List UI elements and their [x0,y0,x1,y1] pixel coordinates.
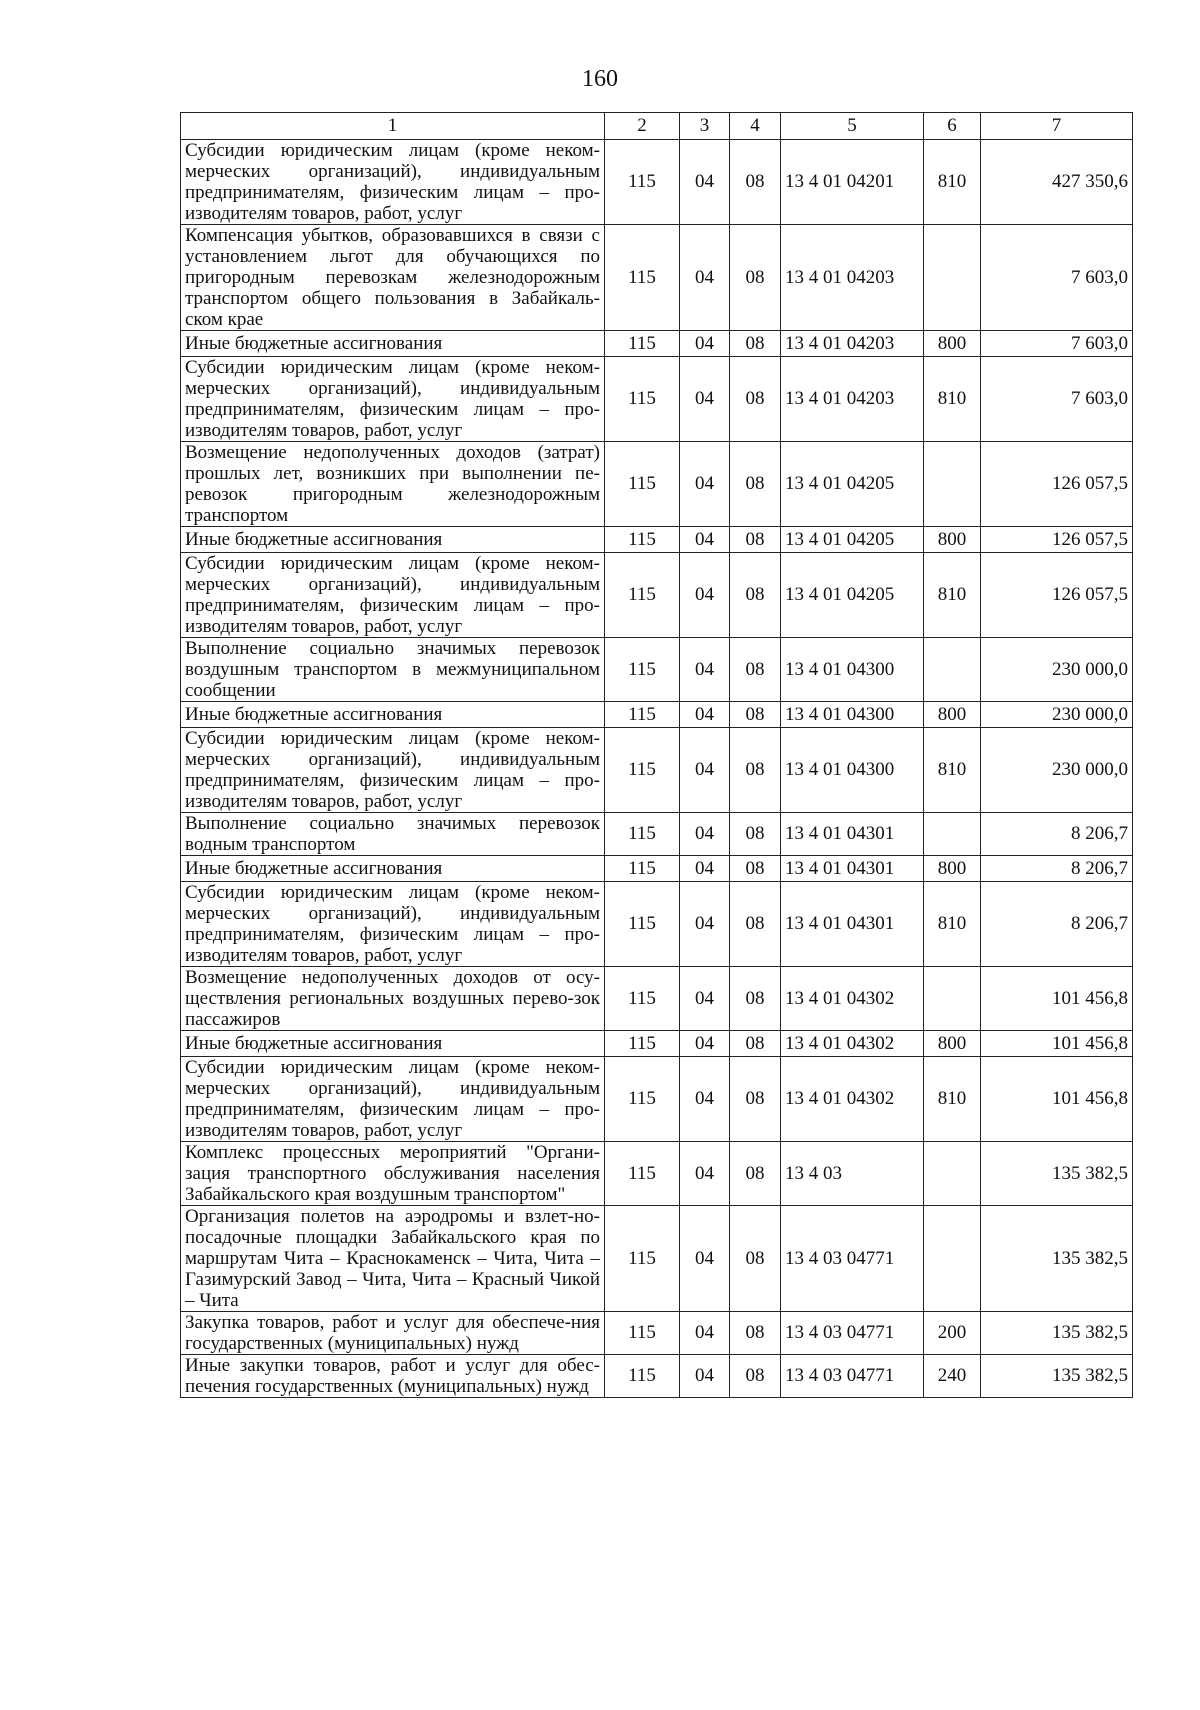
header-row [181,113,1133,140]
row-code-subsection: 08 [730,331,781,357]
row-code-section: 04 [680,225,730,331]
row-code-target: 13 4 03 04771 [781,1355,924,1398]
row-code-section: 04 [680,728,730,813]
row-code-section: 04 [680,856,730,882]
row-code-section: 04 [680,638,730,702]
row-code-subsection: 08 [730,856,781,882]
row-name: Иные закупки товаров, работ и услуг для обес-печения государственных (муниципальных) нужд [181,1355,605,1398]
row-code-subsection: 08 [730,967,781,1031]
row-code-type [924,1142,981,1206]
row-code-admin: 115 [605,1142,680,1206]
row-code-section: 04 [680,140,730,225]
row-code-type [924,967,981,1031]
row-amount: 8 206,7 [981,813,1133,856]
row-code-type: 240 [924,1355,981,1398]
row-code-admin: 115 [605,442,680,527]
row-code-type [924,813,981,856]
table-row [181,527,1133,553]
row-code-subsection: 08 [730,702,781,728]
row-name: Закупка товаров, работ и услуг для обеспече-ния государственных (муниципальных) нужд [181,1312,605,1355]
table-row [181,1142,1133,1206]
row-code-subsection: 08 [730,527,781,553]
row-code-admin: 115 [605,357,680,442]
row-code-type: 800 [924,702,981,728]
row-code-target: 13 4 01 04300 [781,702,924,728]
header-col-4: 4 [730,113,781,140]
row-name: Комплекс процессных мероприятий "Органи-зация транспортного обслуживания населения Забайкальского края воздушным транспортом" [181,1142,605,1206]
table-row [181,1206,1133,1312]
row-code-subsection: 08 [730,813,781,856]
row-code-target: 13 4 03 [781,1142,924,1206]
table-header [181,113,1133,140]
table-row [181,1031,1133,1057]
table-row [181,1057,1133,1142]
row-code-subsection: 08 [730,140,781,225]
row-code-section: 04 [680,1057,730,1142]
header-col-3: 3 [680,113,730,140]
table-row [181,638,1133,702]
row-code-admin: 115 [605,1355,680,1398]
row-code-admin: 115 [605,140,680,225]
row-name: Иные бюджетные ассигнования [181,527,605,553]
row-code-section: 04 [680,1142,730,1206]
row-code-type: 810 [924,357,981,442]
row-amount: 126 057,5 [981,527,1133,553]
row-code-target: 13 4 01 04203 [781,331,924,357]
row-code-target: 13 4 01 04205 [781,442,924,527]
row-code-subsection: 08 [730,1031,781,1057]
row-code-admin: 115 [605,1312,680,1355]
row-amount: 135 382,5 [981,1142,1133,1206]
row-amount: 126 057,5 [981,553,1133,638]
header-col-1: 1 [181,113,605,140]
row-name: Иные бюджетные ассигнования [181,1031,605,1057]
row-code-section: 04 [680,1312,730,1355]
row-name: Иные бюджетные ассигнования [181,331,605,357]
row-name: Организация полетов на аэродромы и взлет-но-посадочные площадки Забайкальского края по маршрутам Чита – Краснокаменск – Чита, Чита – Газимурский Завод – Чита, Чита – Красный Чикой – Чита [181,1206,605,1312]
row-code-target: 13 4 01 04302 [781,967,924,1031]
table-row [181,553,1133,638]
row-code-type: 800 [924,527,981,553]
row-code-section: 04 [680,813,730,856]
row-amount: 101 456,8 [981,1057,1133,1142]
row-code-subsection: 08 [730,1206,781,1312]
table-row [181,702,1133,728]
row-name: Субсидии юридическим лицам (кроме неком-мерческих организаций), индивидуальным предпринимателям, физическим лицам – про-изводителям товаров, работ, услуг [181,882,605,967]
row-code-target: 13 4 01 04301 [781,856,924,882]
row-code-target: 13 4 01 04301 [781,813,924,856]
row-name: Иные бюджетные ассигнования [181,702,605,728]
row-code-type: 810 [924,728,981,813]
row-code-section: 04 [680,357,730,442]
row-code-subsection: 08 [730,1312,781,1355]
row-code-target: 13 4 01 04302 [781,1031,924,1057]
row-name: Выполнение социально значимых перевозок воздушным транспортом в межмуниципальном сообщении [181,638,605,702]
table-row [181,967,1133,1031]
row-amount: 135 382,5 [981,1206,1133,1312]
row-code-subsection: 08 [730,882,781,967]
header-col-5: 5 [781,113,924,140]
row-code-target: 13 4 03 04771 [781,1206,924,1312]
table-body [181,140,1133,1398]
row-name: Субсидии юридическим лицам (кроме неком-мерческих организаций), индивидуальным предпринимателям, физическим лицам – про-изводителям товаров, работ, услуг [181,553,605,638]
row-code-admin: 115 [605,1206,680,1312]
row-code-type: 810 [924,140,981,225]
row-code-admin: 115 [605,553,680,638]
row-amount: 135 382,5 [981,1355,1133,1398]
row-code-type [924,1206,981,1312]
row-code-target: 13 4 01 04300 [781,638,924,702]
row-code-type: 810 [924,1057,981,1142]
row-code-subsection: 08 [730,638,781,702]
row-code-section: 04 [680,442,730,527]
row-code-section: 04 [680,1031,730,1057]
row-code-admin: 115 [605,638,680,702]
row-code-subsection: 08 [730,225,781,331]
row-amount: 427 350,6 [981,140,1133,225]
row-code-type: 800 [924,856,981,882]
header-col-2: 2 [605,113,680,140]
row-amount: 126 057,5 [981,442,1133,527]
row-amount: 7 603,0 [981,331,1133,357]
row-code-type: 810 [924,553,981,638]
row-code-admin: 115 [605,1031,680,1057]
row-code-admin: 115 [605,1057,680,1142]
row-amount: 7 603,0 [981,225,1133,331]
row-amount: 135 382,5 [981,1312,1133,1355]
row-code-subsection: 08 [730,442,781,527]
budget-table [180,112,1133,1398]
row-amount: 101 456,8 [981,1031,1133,1057]
row-name: Субсидии юридическим лицам (кроме неком-мерческих организаций), индивидуальным предпринимателям, физическим лицам – про-изводителям товаров, работ, услуг [181,728,605,813]
row-code-subsection: 08 [730,1142,781,1206]
row-code-section: 04 [680,702,730,728]
page-number: 160 [582,66,618,92]
row-code-section: 04 [680,1206,730,1312]
row-code-type [924,442,981,527]
table-row [181,856,1133,882]
row-code-section: 04 [680,527,730,553]
row-code-subsection: 08 [730,1057,781,1142]
row-amount: 230 000,0 [981,702,1133,728]
row-code-admin: 115 [605,728,680,813]
row-code-type: 200 [924,1312,981,1355]
row-code-target: 13 4 01 04302 [781,1057,924,1142]
row-code-type: 800 [924,1031,981,1057]
row-code-type [924,638,981,702]
row-code-subsection: 08 [730,728,781,813]
row-code-admin: 115 [605,702,680,728]
row-code-admin: 115 [605,856,680,882]
table-row [181,442,1133,527]
row-name: Возмещение недополученных доходов (затрат) прошлых лет, возникших при выполнении пе-ревозок пригородным железнодорожным транспортом [181,442,605,527]
table-row [181,357,1133,442]
row-code-section: 04 [680,967,730,1031]
row-code-subsection: 08 [730,1355,781,1398]
row-code-target: 13 4 01 04301 [781,882,924,967]
row-code-admin: 115 [605,331,680,357]
row-name: Субсидии юридическим лицам (кроме неком-мерческих организаций), индивидуальным предпринимателям, физическим лицам – про-изводителям товаров, работ, услуг [181,1057,605,1142]
row-code-section: 04 [680,331,730,357]
row-name: Иные бюджетные ассигнования [181,856,605,882]
row-code-admin: 115 [605,967,680,1031]
table-row [181,140,1133,225]
table-row [181,1355,1133,1398]
row-code-section: 04 [680,882,730,967]
header-col-6: 6 [924,113,981,140]
table-row [181,813,1133,856]
row-code-target: 13 4 01 04205 [781,527,924,553]
row-name: Субсидии юридическим лицам (кроме неком-мерческих организаций), индивидуальным предпринимателям, физическим лицам – про-изводителям товаров, работ, услуг [181,140,605,225]
row-amount: 7 603,0 [981,357,1133,442]
row-amount: 8 206,7 [981,882,1133,967]
row-amount: 8 206,7 [981,856,1133,882]
table-row [181,728,1133,813]
row-code-target: 13 4 01 04203 [781,225,924,331]
row-code-admin: 115 [605,527,680,553]
row-code-subsection: 08 [730,357,781,442]
row-code-type: 810 [924,882,981,967]
row-name: Компенсация убытков, образовавшихся в связи с установлением льгот для обучающихся по пригородным перевозкам железнодорожным транспортом общего пользования в Забайкаль-ском крае [181,225,605,331]
row-name: Выполнение социально значимых перевозок водным транспортом [181,813,605,856]
row-code-target: 13 4 03 04771 [781,1312,924,1355]
row-code-target: 13 4 01 04205 [781,553,924,638]
row-amount: 101 456,8 [981,967,1133,1031]
table-row [181,882,1133,967]
row-amount: 230 000,0 [981,728,1133,813]
row-amount: 230 000,0 [981,638,1133,702]
row-name: Возмещение недополученных доходов от осу-ществления региональных воздушных перево-зок пассажиров [181,967,605,1031]
row-code-target: 13 4 01 04203 [781,357,924,442]
table-row [181,1312,1133,1355]
row-name: Субсидии юридическим лицам (кроме неком-мерческих организаций), индивидуальным предпринимателям, физическим лицам – про-изводителям товаров, работ, услуг [181,357,605,442]
header-col-7: 7 [981,113,1133,140]
row-code-section: 04 [680,553,730,638]
row-code-type [924,225,981,331]
row-code-target: 13 4 01 04300 [781,728,924,813]
row-code-type: 800 [924,331,981,357]
table-row [181,225,1133,331]
table-row [181,331,1133,357]
row-code-admin: 115 [605,813,680,856]
row-code-admin: 115 [605,882,680,967]
row-code-section: 04 [680,1355,730,1398]
row-code-subsection: 08 [730,553,781,638]
row-code-target: 13 4 01 04201 [781,140,924,225]
row-code-admin: 115 [605,225,680,331]
